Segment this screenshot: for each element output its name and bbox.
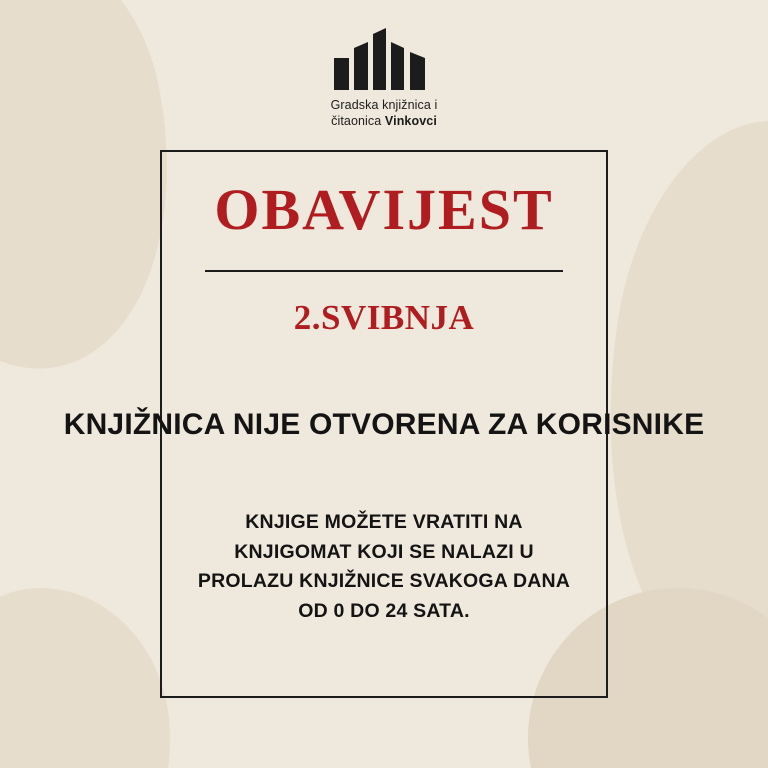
library-name-line1: Gradska knjižnica i [330, 98, 438, 112]
notice-body-line: KNJIGE MOŽETE VRATITI NA [245, 511, 523, 533]
notice-body-line: KNJIGOMAT KOJI SE NALAZI U [234, 540, 534, 563]
library-name-city-prefix: čitaonica [331, 113, 385, 128]
library-name-line2 [0, 114, 768, 130]
title-divider [205, 270, 563, 272]
notice-body [120, 508, 648, 627]
library-name [0, 98, 768, 129]
notice-date: 2.SVIBNJA [293, 298, 475, 337]
notice-title: OBAVIJEST [214, 177, 554, 242]
notice-body-line: PROLAZU KNJIŽNICE SVAKOGA DANA [197, 570, 571, 593]
library-logo [0, 28, 768, 129]
notice-body-line: OD 0 DO 24 SATA. [298, 599, 470, 622]
library-name-city: Vinkovci [384, 113, 437, 128]
library-building-icon [326, 28, 442, 90]
notice-headline: KNJIŽNICA NIJE OTVORENA ZA KORISNIKE [63, 408, 705, 441]
